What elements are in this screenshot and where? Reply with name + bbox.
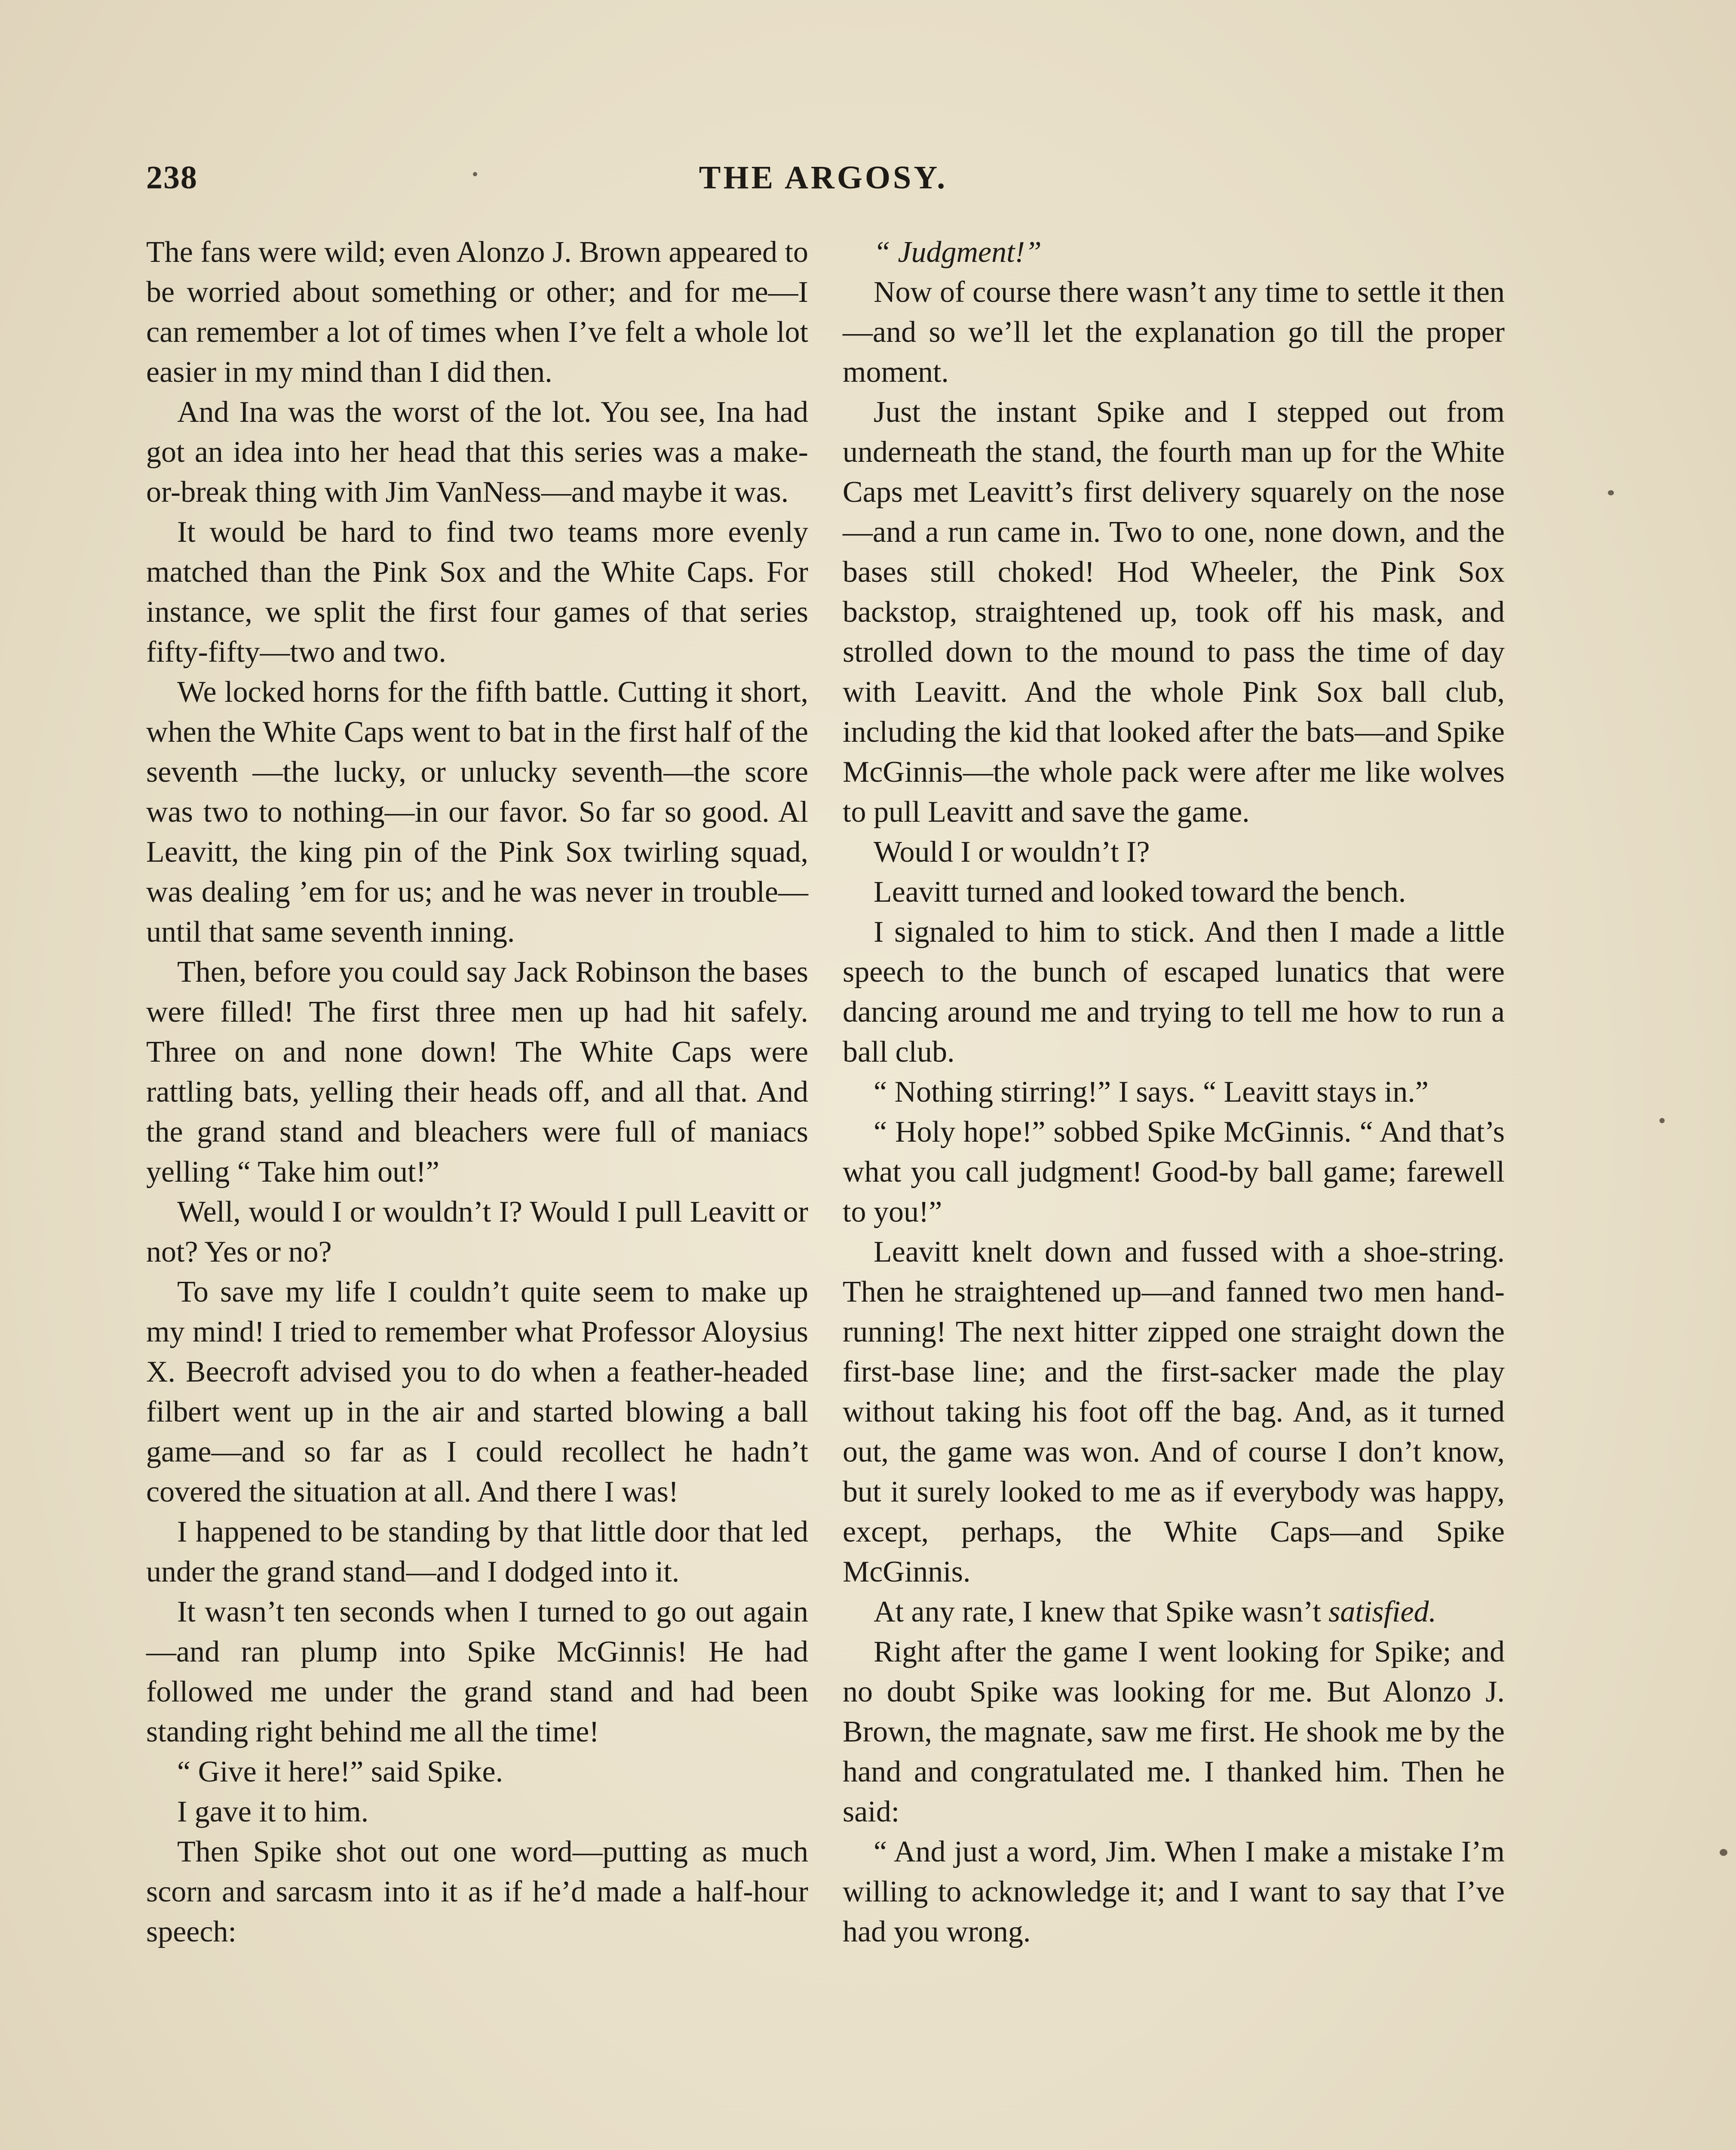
left-column bbox=[146, 232, 808, 1952]
paragraph: The fans were wild; even Alonzo J. Brown appeared to be worried about something or other; and for me—I can remember a lot of times when I’ve felt a whole lot easier in my mind than I did then. bbox=[146, 236, 808, 389]
paper-speck bbox=[1608, 490, 1614, 495]
paper-speck bbox=[1720, 1849, 1727, 1856]
paragraph: To save my life I couldn’t quite seem to make up my mind! I tried to remember what Professor Aloysius X. Beecroft advised you to do when a feather-headed filbert went up in the air and started blowing a ball game—and so far as I could recollect he hadn’t covered the situation at all. And there I was! bbox=[146, 1275, 808, 1508]
paragraph-judgment: “ Judgment!” bbox=[874, 236, 1042, 269]
paragraph: Leavitt knelt down and fussed with a shoe-string. Then he straightened up—and fanned two men hand-running! The next hitter zipped one straight down the first-base line; and the first-sacker made the play without taking his foot off the bag. And, as it turned out, the game was won. And of course I don’t know, but it surely looked to me as if everybody was happy, except, perhaps, the White Caps—and Spike McGinnis. bbox=[843, 1235, 1505, 1588]
running-head: THE ARGOSY. bbox=[699, 160, 948, 196]
paragraph: “ Nothing stirring!” I says. “ Leavitt stays in.” bbox=[874, 1075, 1429, 1109]
paragraph: Just the instant Spike and I stepped out from underneath the stand, the fourth man up for the White Caps met Leavitt’s first delivery squarely on the nose—and a run came in. Two to one, none down, and the bases still choked! Hod Wheeler, the Pink Sox backstop, straightened up, took off his mask, and strolled down to the mound to pass the time of day with Leavitt. And the whole Pink Sox ball club, including the kid that looked after the bats—and Spike McGinnis—the whole pack were after me like wolves to pull Leavitt and save the game. bbox=[843, 396, 1505, 829]
paper-speck bbox=[473, 172, 477, 176]
paragraph: Then Spike shot out one word—putting as much scorn and sarcasm into it as if he’d made a half-hour speech: bbox=[146, 1835, 808, 1948]
text-run: At any rate, I knew that Spike wasn’t bbox=[874, 1595, 1329, 1628]
paragraph: “ Holy hope!” sobbed Spike McGinnis. “ And that’s what you call judgment! Good-by ball game; farewell to you!” bbox=[843, 1115, 1505, 1229]
paragraph: Would I or wouldn’t I? bbox=[874, 835, 1150, 869]
paragraph: It wasn’t ten seconds when I turned to go out again—and ran plump into Spike McGinnis! He had followed me under the grand stand and had been standing right behind me all the time! bbox=[146, 1595, 808, 1748]
paragraph: “ And just a word, Jim. When I make a mistake I’m willing to acknowledge it; and I want to say that I’ve had you wrong. bbox=[843, 1835, 1505, 1948]
paragraph: I happened to be standing by that little door that led under the grand stand—and I dodged into it. bbox=[146, 1515, 808, 1588]
paragraph: Right after the game I went looking for Spike; and no doubt Spike was looking for me. But Alonzo J. Brown, the magnate, saw me first. He shook me by the hand and congratulated me. I thanked him. Then he said: bbox=[843, 1635, 1505, 1828]
paragraph: I signaled to him to stick. And then I made a little speech to the bunch of escaped lunatics that were dancing around me and trying to tell me how to run a ball club. bbox=[843, 915, 1505, 1069]
paper-speck bbox=[1659, 1118, 1665, 1123]
italic-run: satisfied. bbox=[1328, 1595, 1437, 1628]
paragraph-mixed bbox=[843, 1592, 1505, 1632]
paragraph: I gave it to him. bbox=[177, 1795, 369, 1828]
paragraph: Well, would I or wouldn’t I? Would I pull Leavitt or not? Yes or no? bbox=[146, 1195, 808, 1268]
paragraph: “ Give it here!” said Spike. bbox=[177, 1755, 503, 1788]
paragraph: It would be hard to find two teams more evenly matched than the Pink Sox and the White Caps. For instance, we split the first four games of that series fifty-fifty—two and two. bbox=[146, 516, 808, 669]
paragraph: We locked horns for the fifth battle. Cutting it short, when the White Caps went to bat in the first half of the seventh —the lucky, or unlucky seventh—the score was two to nothing—in our favor. So far so good. Al Leavitt, the king pin of the Pink Sox twirling squad, was dealing ’em for us; and he was never in trouble—until that same seventh inning. bbox=[146, 676, 808, 949]
paragraph: Then, before you could say Jack Robinson the bases were filled! The first three men up had hit safely. Three on and none down! The White Caps were rattling bats, yelling their heads off, and all that. And the grand stand and bleachers were full of maniacs yelling “ Take him out!” bbox=[146, 955, 808, 1189]
paragraph: Leavitt turned and looked toward the bench. bbox=[874, 875, 1406, 909]
paragraph: Now of course there wasn’t any time to settle it then—and so we’ll let the explanation go till the proper moment. bbox=[843, 276, 1505, 389]
paragraph: And Ina was the worst of the lot. You see, Ina had got an idea into her head that this series was a make-or-break thing with Jim VanNess—and maybe it was. bbox=[146, 396, 808, 509]
right-column bbox=[843, 232, 1505, 1952]
page-header bbox=[146, 159, 1500, 211]
page-number: 238 bbox=[146, 160, 198, 196]
